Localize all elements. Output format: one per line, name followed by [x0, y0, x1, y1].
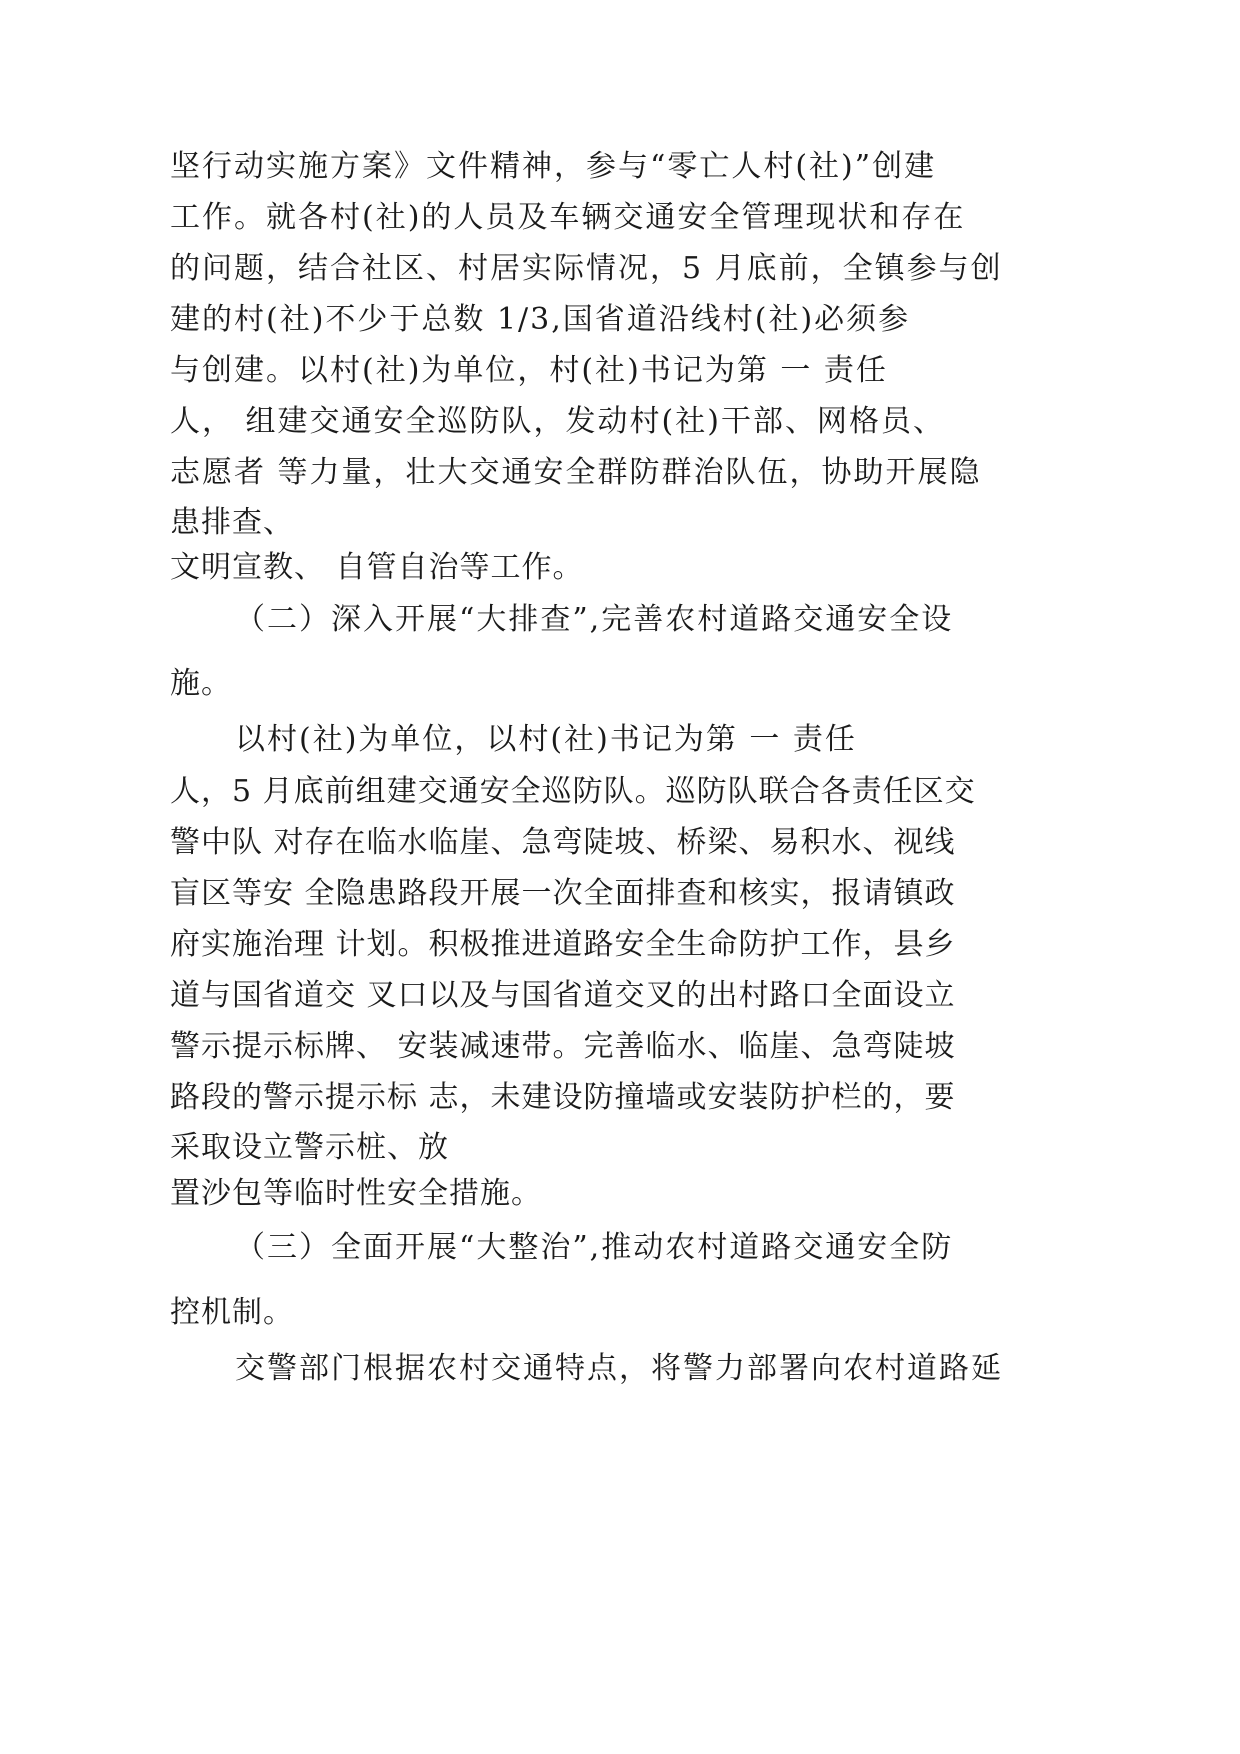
section-heading-2: （二）深入开展“大排查”,完善农村道路交通安全设	[235, 602, 954, 637]
body-line-6: 人， 组建交通安全巡防队，发动村(社)干部、网格员、	[170, 404, 945, 439]
body-line-19: 路段的警示提示标 志，未建设防撞墙或安装防护栏的，要	[170, 1080, 956, 1115]
body-line-16: 府实施治理 计划。积极推进道路安全生命防护工作，县乡	[170, 927, 956, 962]
body-line-24: 交警部门根据农村交通特点，将警力部署向农村道路延	[235, 1351, 1003, 1386]
body-line-1: 坚行动实施方案》文件精神，参与“零亡人村(社)”创建	[170, 149, 937, 184]
body-line-15: 盲区等安 全隐患路段开展一次全面排查和核实，报请镇政	[170, 876, 956, 911]
body-line-5: 与创建。以村(社)为单位，村(社)书记为第 一 责任	[170, 353, 888, 388]
body-line-9: 文明宣教、 自管自治等工作。	[170, 550, 584, 585]
body-line-14: 警中队 对存在临水临崖、急弯陡坡、桥梁、易积水、视线	[170, 825, 956, 860]
body-line-13: 人，5 月底前组建交通安全巡防队。巡防队联合各责任区交	[170, 774, 976, 809]
section-heading-3: （三）全面开展“大整治”,推动农村道路交通安全防	[235, 1230, 954, 1265]
body-line-8: 患排查、	[170, 505, 294, 540]
section-heading-2-cont: 施。	[170, 666, 232, 701]
body-line-4: 建的村(社)不少于总数 1/3,国省道沿线村(社)必须参	[170, 302, 911, 337]
body-line-18: 警示提示标牌、 安装减速带。完善临水、临崖、急弯陡坡	[170, 1029, 956, 1064]
body-line-17: 道与国省道交 叉口以及与国省道交叉的出村路口全面设立	[170, 978, 956, 1013]
section-heading-3-cont: 控机制。	[170, 1295, 294, 1330]
body-line-12: 以村(社)为单位，以村(社)书记为第 一 责任	[235, 722, 857, 757]
body-line-7: 志愿者 等力量，壮大交通安全群防群治队伍，协助开展隐	[170, 455, 982, 490]
body-line-2: 工作。就各村(社)的人员及车辆交通安全管理现状和存在	[170, 200, 966, 235]
body-line-21: 置沙包等临时性安全措施。	[170, 1176, 542, 1211]
body-line-3: 的问题，结合社区、村居实际情况，5 月底前，全镇参与创	[170, 251, 1003, 286]
body-line-20: 采取设立警示桩、放	[170, 1130, 449, 1165]
